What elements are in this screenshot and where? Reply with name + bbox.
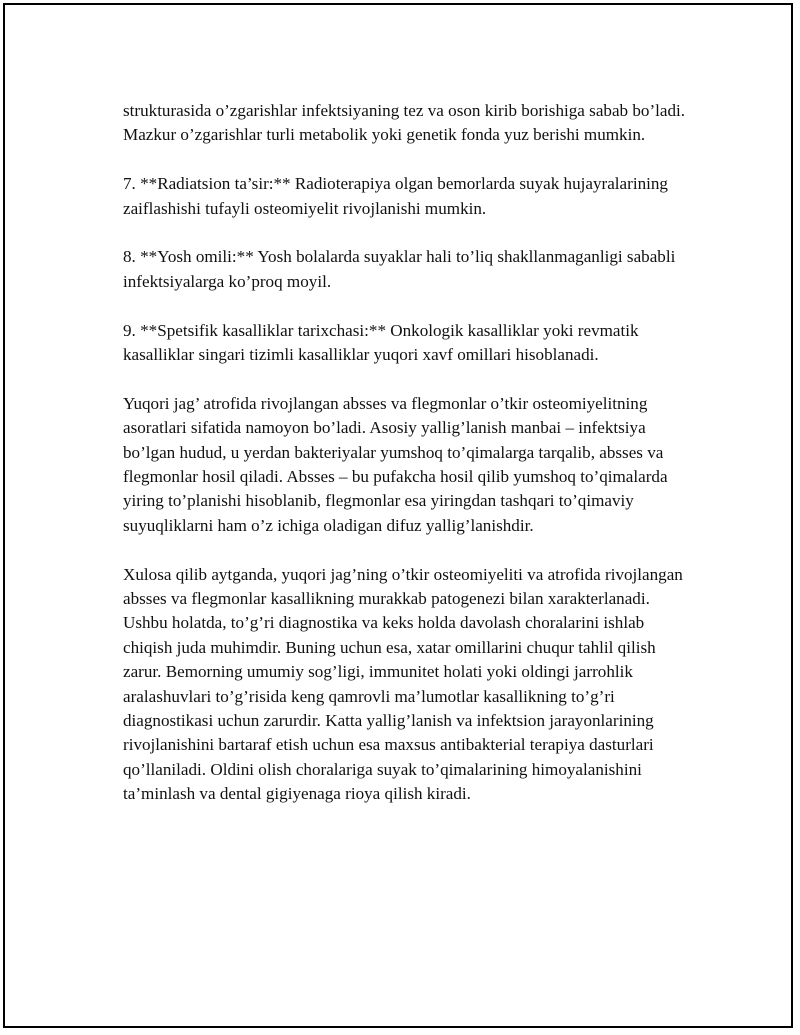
document-body bbox=[123, 99, 693, 807]
paragraph-item-7: 7. **Radiatsion ta’sir:** Radioterapiya olgan bemorlarda suyak hujayralarining zaiflashishi tufayli osteomiyelit rivojlanishi mumkin. bbox=[123, 174, 668, 218]
paragraph-absses-flegmon: Yuqori jag’ atrofida rivojlangan absses va flegmonlar o’tkir osteomiyelitning asoratlari sifatida namoyon bo’ladi. Asosiy yallig’lanish manbai – infektsiya bo’lgan hudud, u yerdan bakteriyalar yumshoq to’qimalarga tarqalib, absses va flegmonlar hosil qiladi. Absses – bu pufakcha hosil qilib yumshoq to’qimalarda yiring to’planishi hisoblanib, flegmonlar esa yiringdan tashqari to’qimaviy suyuqliklarni ham o’z ichiga oladigan difuz yallig’lanishdir. bbox=[123, 393, 668, 535]
page-frame bbox=[3, 3, 793, 1028]
paragraph-item-8: 8. **Yosh omili:** Yosh bolalarda suyaklar hali to’liq shakllanmaganligi sababli infektsiyalarga ko’proq moyil. bbox=[123, 247, 676, 291]
paragraph-item-9: 9. **Spetsifik kasalliklar tarixchasi:** Onkologik kasalliklar yoki revmatik kasalliklar singari tizimli kasalliklar yuqori xavf omillari hisoblanadi. bbox=[123, 320, 639, 365]
paragraph-continuation: strukturasida o’zgarishlar infektsiyaning tez va oson kirib borishiga sabab bo’ladi. Mazkur o’zgarishlar turli metabolik yoki genetik fonda yuz berishi mumkin. bbox=[123, 101, 686, 145]
paragraph-conclusion: Xulosa qilib aytganda, yuqori jag’ning o’tkir osteomiyeliti va atrofida rivojlangan absses va flegmonlar kasallikning murakkab patogenezi bilan xarakterlanadi. Ushbu holatda, to’g’ri diagnostika va keks holda davolash choralarini ishlab chiqish juda muhimdir. Buning uchun esa, xatar omillarini chuqur tahlil qilish zarur. Bemorning umumiy sog’ligi, immunitet holati yoki oldingi jarrohlik aralashuvlari to’g’risida keng qamrovli ma’lumotlar kasallikning to’g’ri diagnostikasi uchun zarurdir. Katta yallig’lanish va infektsion jarayonlarining rivojlanishini bartaraf etish uchun esa maxsus antibakterial terapiya dasturlari qo’llaniladi. Oldini olish choralariga suyak to’qimalarining himoyalanishini ta’minlash va dental gigiyenaga rioya qilish kiradi. bbox=[123, 564, 683, 804]
